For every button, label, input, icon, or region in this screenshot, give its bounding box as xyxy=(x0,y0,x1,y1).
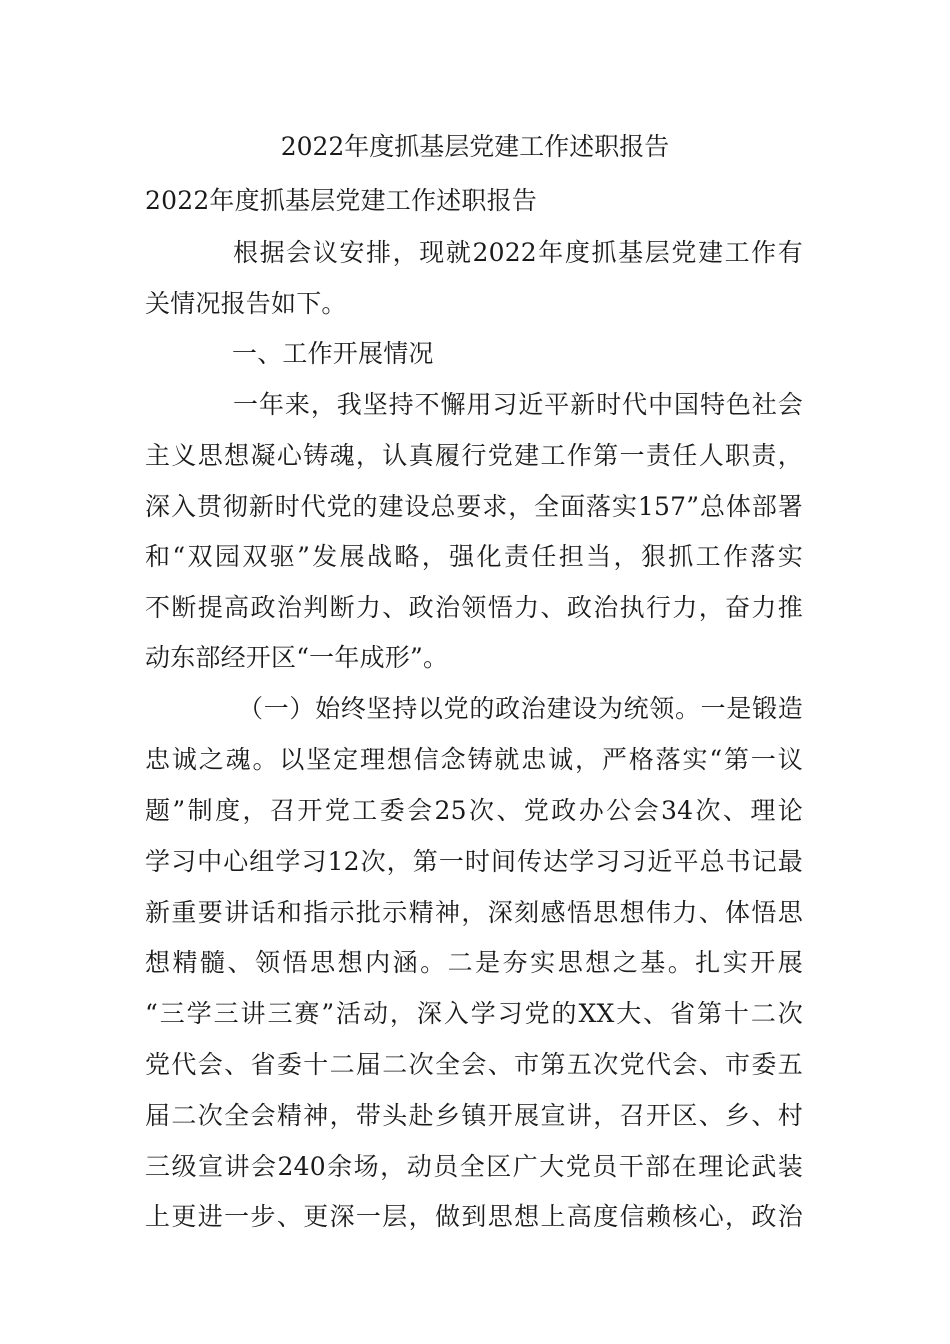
document-subtitle: 2022年度抓基层党建工作述职报告 xyxy=(145,186,538,215)
paragraph-line-2: 关情况报告如下。 xyxy=(145,289,347,318)
paragraph-line-8: 动东部经开区“一年成形”。 xyxy=(145,643,449,672)
paragraph-line-4: 主义思想凝心铸魂，认真履行党建工作第一责任人职责， xyxy=(145,441,803,470)
paragraph-line-7: 不断提高政治判断力、政治领悟力、政治执行力，奋力推 xyxy=(145,593,803,622)
paragraph-line-13: 新重要讲话和指示批示精神，深刻感悟思想伟力、体悟思 xyxy=(145,898,803,927)
paragraph-line-11: 题”制度，召开党工委会25次、党政办公会34次、理论 xyxy=(145,796,803,825)
paragraph-line-17: 届二次全会精神，带头赴乡镇开展宣讲，召开区、乡、村 xyxy=(145,1101,803,1130)
paragraph-line-19: 上更进一步、更深一层，做到思想上高度信赖核心，政治 xyxy=(145,1202,803,1231)
paragraph-line-10: 忠诚之魂。以坚定理想信念铸就忠诚，严格落实“第一议 xyxy=(145,745,803,774)
paragraph-line-12: 学习中心组学习12次，第一时间传达学习习近平总书记最 xyxy=(145,847,803,876)
paragraph-line-5: 深入贯彻新时代党的建设总要求，全面落实157”总体部署 xyxy=(145,492,803,521)
paragraph-line-9: （一）始终坚持以党的政治建设为统领。一是锻造 xyxy=(238,694,803,723)
paragraph-line-14: 想精髓、领悟思想内涵。二是夯实思想之基。扎实开展 xyxy=(145,948,803,977)
document-title: 2022年度抓基层党建工作述职报告 xyxy=(280,132,670,161)
paragraph-line-6: 和“双园双驱”发展战略，强化责任担当，狠抓工作落实 xyxy=(145,542,803,571)
section-heading: 一、工作开展情况 xyxy=(232,339,434,368)
paragraph-line-18: 三级宣讲会240余场，动员全区广大党员干部在理论武装 xyxy=(145,1152,803,1181)
paragraph-line-15: “三学三讲三赛”活动，深入学习党的XX大、省第十二次 xyxy=(145,999,803,1028)
paragraph-line-16: 党代会、省委十二届二次全会、市第五次党代会、市委五 xyxy=(145,1050,803,1079)
paragraph-line-1: 根据会议安排，现就2022年度抓基层党建工作有 xyxy=(233,238,803,267)
paragraph-line-3: 一年来，我坚持不懈用习近平新时代中国特色社会 xyxy=(233,390,803,419)
